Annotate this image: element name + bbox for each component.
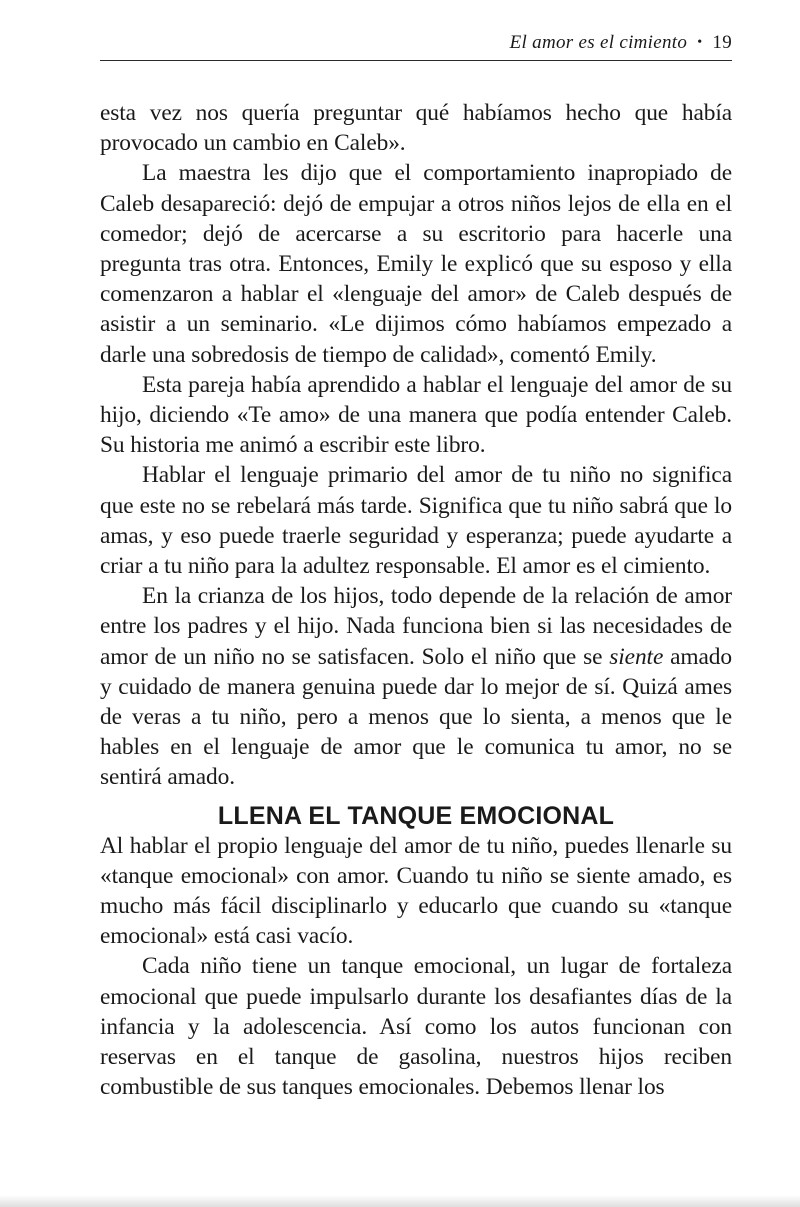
- paragraph: esta vez nos quería preguntar qué habíamos hecho que había provocado un cambio en Caleb».: [100, 100, 732, 157]
- header-separator: •: [697, 35, 703, 50]
- paragraph: Hablar el lenguaje primario del amor de tu niño no significa que este no se rebelará más tarde. Significa que tu niño sabrá que lo amas, y eso puede traerle seguridad y esperanza; puede ayudarte a criar a tu niño para la adultez responsable. El amor es el cimiento.: [100, 462, 732, 580]
- section-heading: LLENA EL TANQUE EMOCIONAL: [217, 801, 615, 830]
- paragraph: Al hablar el propio lenguaje del amor de tu niño, puedes llenarle su «tanque emocional» con amor. Cuando tu niño se siente amado, es mucho más fácil disciplinarlo y educarlo que cuando su «tanque emocional» está casi vacío.: [100, 832, 732, 950]
- paragraph-text: En la crianza de los hijos, todo depende de la relación de amor entre los padres y el hijo. Nada funciona bien si las necesidades de amor de un niño no se satisfacen. Solo el niño que se: [100, 583, 732, 670]
- paragraph: [100, 581, 732, 792]
- page-edge-shadow: [0, 1195, 800, 1207]
- body-text: [100, 98, 732, 1103]
- page-number: 19: [712, 32, 732, 53]
- paragraph: Esta pareja había aprendido a hablar el lenguaje del amor de su hijo, diciendo «Te amo» de una manera que podía entender Caleb. Su historia me animó a escribir este libro.: [100, 371, 732, 459]
- paragraph-text: amado y cuidado de manera genuina puede dar lo mejor de sí. Quizá ames de veras a tu niño, pero a menos que lo sienta, a menos que le hables en el lenguaje de amor que le comunica tu amor, no se sentirá amado.: [100, 643, 732, 791]
- emphasis-text: siente: [609, 643, 664, 670]
- paragraph: Cada niño tiene un tanque emocional, un lugar de fortaleza emocional que puede impulsarlo durante los desafiantes días de la infancia y la adolescencia. Así como los autos funcionan con reservas en el tanque de gasolina, nuestros hijos reciben combustible de sus tanques emocionales. Debemos llenar los: [100, 953, 732, 1101]
- running-header: [100, 32, 732, 61]
- chapter-title: El amor es el cimiento: [509, 32, 688, 53]
- paragraph: La maestra les dijo que el comportamiento inapropiado de Caleb desapareció: dejó de empujar a otros niños lejos de ella en el comedor; dejó de acercarse a su escritorio para hacerle una pregunta tras otra. Entonces, Emily le explicó que su esposo y ella comenzaron a hablar el «lenguaje del amor» de Caleb después de asistir a un seminario. «Le dijimos cómo habíamos empezado a darle una sobredosis de tiempo de calidad», comentó Emily.: [100, 160, 732, 368]
